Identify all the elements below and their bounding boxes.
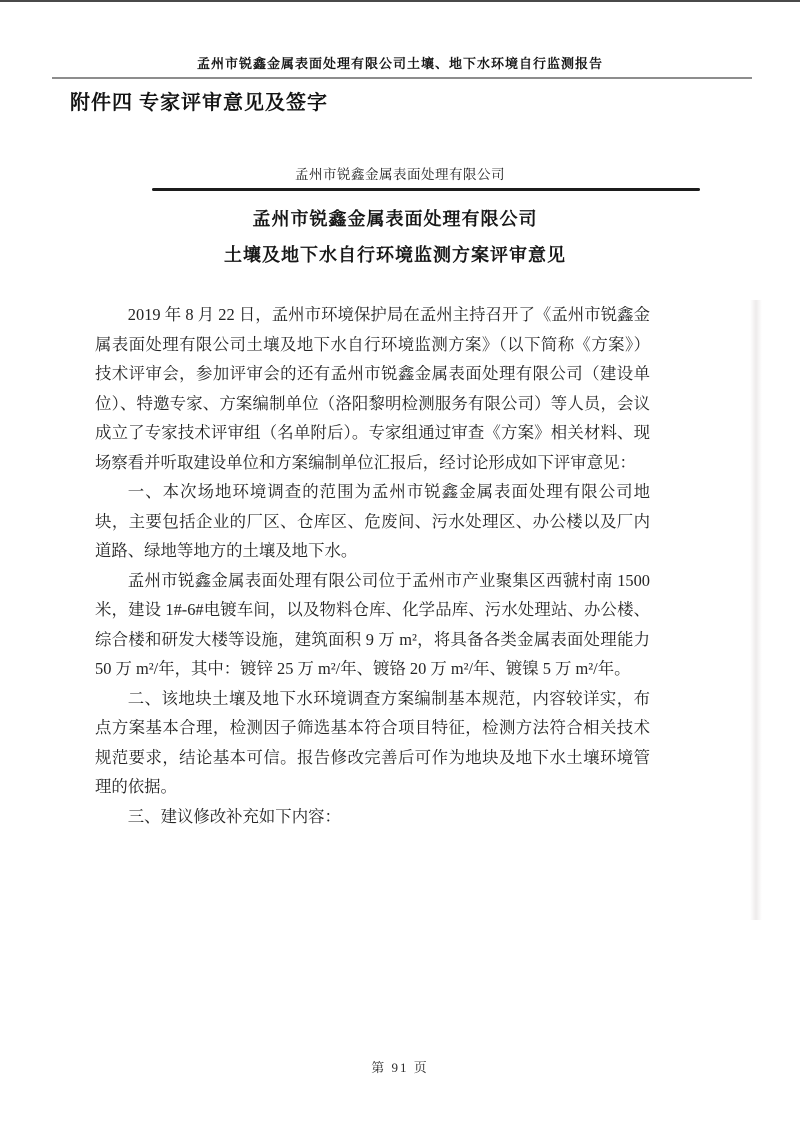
page-number: 第 91 页 <box>371 1060 429 1075</box>
running-header: 孟州市锐鑫金属表面处理有限公司土壤、地下水环境自行监测报告 <box>196 56 603 71</box>
letterhead: 孟州市锐鑫金属表面处理有限公司 <box>295 167 505 182</box>
scan-artifact <box>750 300 762 920</box>
document-body <box>95 300 650 831</box>
body-paragraph-2: 一、本次场地环境调查的范围为孟州市锐鑫金属表面处理有限公司地块，主要包括企业的厂区、仓库区、危废间、污水处理区、办公楼以及厂内道路、绿地等地方的土壤及地下水。 <box>95 482 650 560</box>
header-rule <box>52 77 752 79</box>
doc-title-line2: 土壤及地下水自行环境监测方案评审意见 <box>224 245 566 265</box>
body-paragraph-4: 二、该地块土壤及地下水环境调查方案编制基本规范，内容较详实，布点方案基本合理，检测因子筛选基本符合项目特征，检测方法符合相关技术规范要求，结论基本可信。报告修改完善后可作为地块及地下水土壤环境管理的依据。 <box>95 688 650 796</box>
body-paragraph-5: 三、建议修改补充如下内容： <box>127 806 341 826</box>
doc-title-line1: 孟州市锐鑫金属表面处理有限公司 <box>252 209 538 229</box>
body-paragraph-3: 孟州市锐鑫金属表面处理有限公司位于孟州市产业聚集区西虢村南 1500 米，建设 1#-6#电镀车间，以及物料仓库、化学品库、污水处理站、办公楼、综合楼和研发大楼等设施，建筑面积 9 万 m²，将具备各类金属表面处理能力 50 万 m²/年，其中：镀锌 25 万 m²/年、镀铬 20 万 m²/年、镀镍 5 万 m²/年。 <box>95 570 650 678</box>
body-paragraph-1: 2019 年 8 月 22 日，孟州市环境保护局在孟州主持召开了《孟州市锐鑫金属表面处理有限公司土壤及地下水自行环境监测方案》（以下简称《方案》）技术评审会，参加评审会的还有孟州市锐鑫金属表面处理有限公司（建设单位）、特邀专家、方案编制单位（洛阳黎明检测服务有限公司）等人员，会议成立了专家技术评审组（名单附后）。专家组通过审查《方案》相关材料、现场察看并听取建设单位和方案编制单位汇报后，经讨论形成如下评审意见： <box>95 305 650 472</box>
scan-top-edge <box>0 0 800 2</box>
attachment-heading: 附件四 专家评审意见及签字 <box>70 92 328 114</box>
letterhead-underline <box>152 188 700 191</box>
